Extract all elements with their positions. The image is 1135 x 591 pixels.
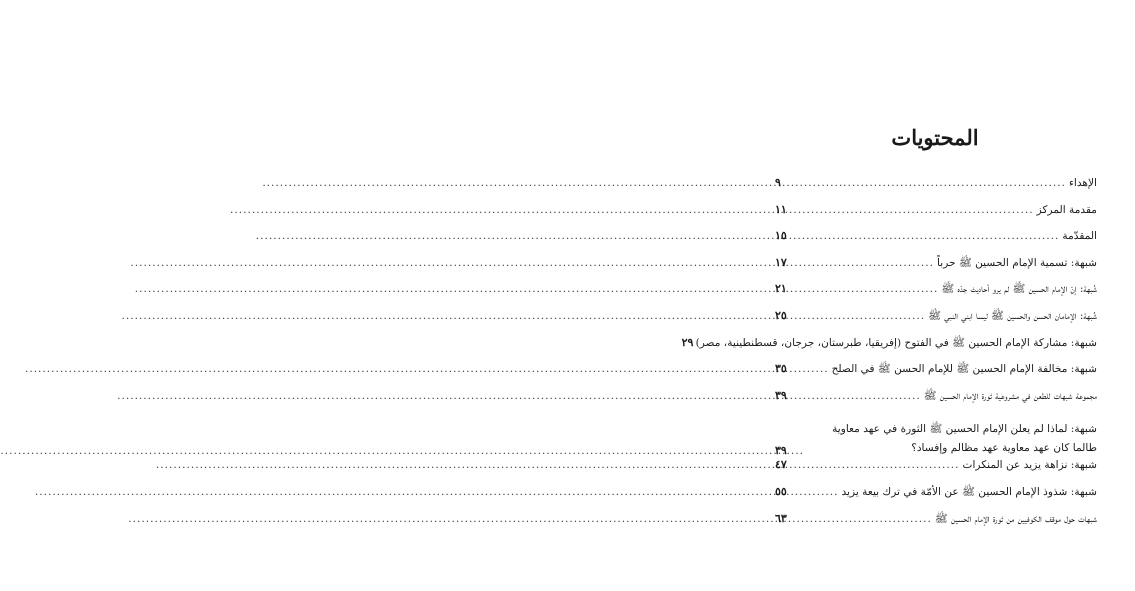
toc-entry-title: مجموعة شبهات للطعن في مشروعية ثورة الإمام الحسين ﷺ — [923, 389, 1097, 402]
table-of-contents — [681, 176, 1097, 538]
toc-entry-title: شبهة: مخالفة الإمام الحسين ﷺ للإمام الحسن ﷺ في الصلح — [831, 363, 1097, 376]
toc-entry-title: شُبهة: الإمامان الحسن والحسين ﷺ ليسا ابني النبي ﷺ — [928, 309, 1097, 322]
toc-entry-yazid-integrity[interactable] — [775, 458, 1097, 485]
toc-entry-conquests[interactable] — [681, 335, 1097, 363]
dot-leader — [792, 362, 829, 376]
toc-entry-naming-harb[interactable] — [775, 256, 1097, 283]
toc-entry-title: الإهداء — [1068, 177, 1097, 189]
toc-entry-kufans-stance[interactable] — [775, 512, 1097, 539]
toc-page-number: ٣٩ — [775, 444, 787, 458]
toc-entry-muawiya-era[interactable] — [775, 415, 1097, 458]
toc-entry-center-intro[interactable] — [775, 203, 1097, 230]
toc-entry-title: شبهة: تسمية الإمام الحسين ﷺ حرباً — [937, 256, 1097, 269]
toc-entry-dedication[interactable] — [775, 176, 1097, 203]
toc-page-number: ١٥ — [775, 229, 787, 243]
toc-page-number: ٣٩ — [775, 388, 787, 402]
toc-entry-legitimacy-doubts[interactable] — [775, 389, 1097, 416]
contents-heading: المحتويات — [891, 125, 979, 150]
dot-leader — [792, 512, 932, 526]
dot-leader — [792, 229, 1059, 243]
toc-page-number: ٦٣ — [775, 511, 787, 525]
toc-entry-title: شبهة: شذوذ الإمام الحسين ﷺ عن الأمّة في ترك بيعة يزيد — [841, 485, 1097, 498]
dot-leader — [792, 256, 934, 270]
toc-page-number: ٩ — [775, 176, 781, 189]
dot-leader — [792, 458, 960, 472]
dot-leader — [792, 309, 925, 323]
toc-entry-title: شبهة: مشاركة الإمام الحسين ﷺ في الفتوح (إفريقيا، طبرستان، جرجان، قسطنطينية، مصر) — [695, 336, 1097, 349]
document-page — [681, 0, 1135, 591]
toc-entry-title: شُبهة: إنّ الإمام الحسين ﷺ لم يرو أحاديث جدّه ﷺ — [941, 283, 1097, 296]
toc-page-number: ٣٥ — [775, 362, 787, 376]
dot-leader — [792, 485, 839, 499]
toc-page-number: ٢١ — [775, 282, 787, 296]
toc-entry-peace-treaty[interactable] — [775, 362, 1097, 389]
toc-entry-title: شبهة: لماذا لم يعلن الإمام الحسين ﷺ الثورة في عهد معاوية طالما كان عهد معاوية عهد مظالم وإفساد؟ — [832, 423, 1097, 455]
toc-page-number: ١١ — [775, 202, 787, 216]
toc-entry-hadith-narration[interactable] — [775, 282, 1097, 309]
dot-leader — [792, 389, 921, 403]
dot-leader — [792, 203, 1034, 217]
toc-page-number: ٥٥ — [775, 484, 787, 498]
toc-page-number: ٤٧ — [775, 458, 787, 472]
dot-leader — [792, 444, 804, 458]
toc-page-number: ٢٩ — [681, 335, 694, 349]
toc-entry-title: شبهة: نزاهة يزيد عن المنكرات — [962, 459, 1097, 472]
toc-page-number: ١٧ — [775, 255, 787, 269]
toc-entry-introduction[interactable] — [775, 229, 1097, 256]
toc-entry-sons-of-prophet[interactable] — [775, 309, 1097, 336]
dot-leader — [792, 282, 938, 296]
toc-entry-title: شبهات حول موقف الكوفيين من ثورة الإمام الحسين ﷺ — [934, 512, 1097, 525]
toc-page-number: ٢٥ — [775, 308, 787, 322]
toc-entry-allegiance[interactable] — [775, 485, 1097, 512]
dot-leader — [792, 176, 1066, 190]
toc-entry-title: المقدّمة — [1062, 230, 1097, 243]
toc-entry-title: مقدمة المركز — [1036, 203, 1097, 216]
